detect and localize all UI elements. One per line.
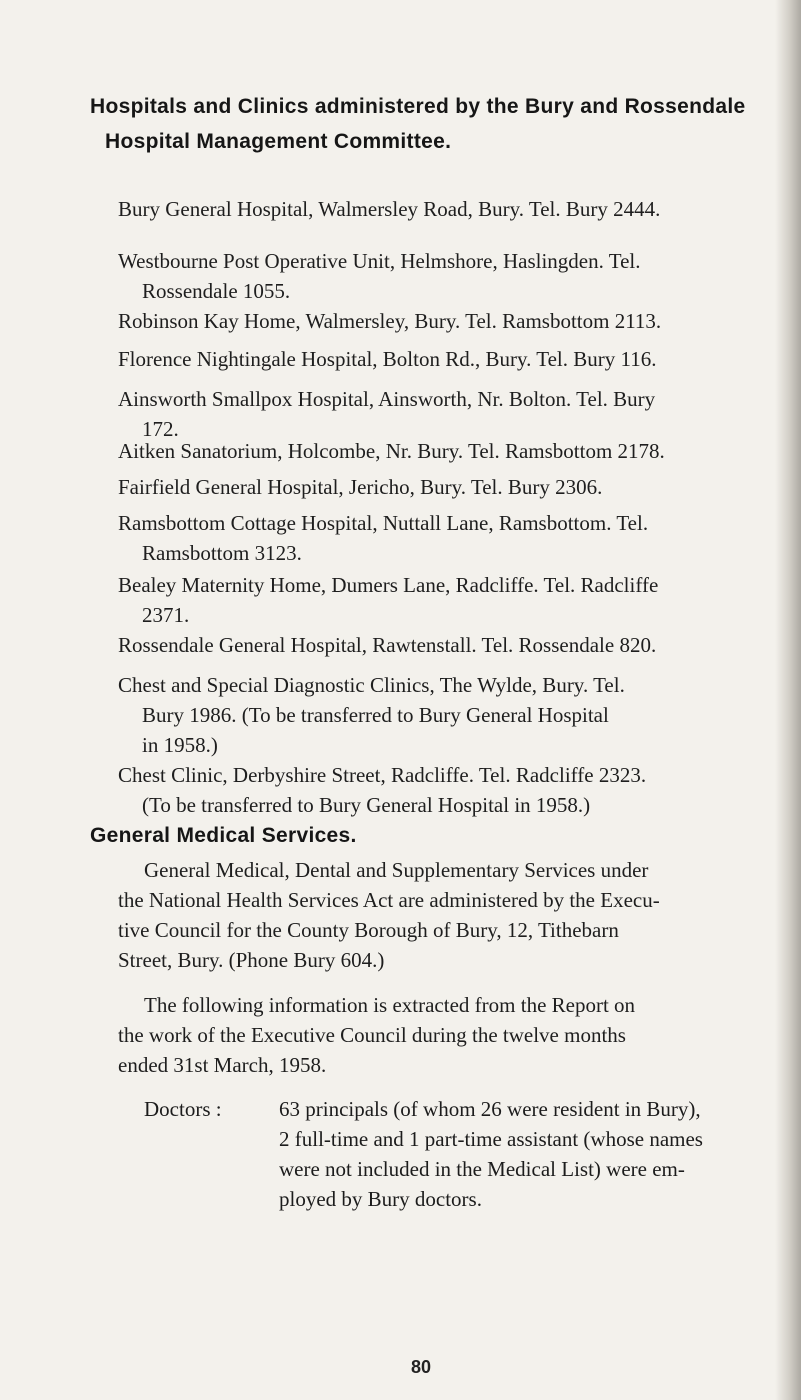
doctors-label: Doctors : bbox=[144, 1097, 222, 1121]
hospital-entry-line: Chest Clinic, Derbyshire Street, Radcliffe. Tel. Radcliffe 2323. bbox=[118, 763, 647, 787]
hospital-entry-line: Robinson Kay Home, Walmersley, Bury. Tel. Ramsbottom 2113. bbox=[118, 309, 662, 333]
hospital-entry bbox=[118, 670, 758, 760]
hospital-entry bbox=[118, 194, 758, 224]
text-line: the National Health Services Act are administered by the Execu- bbox=[118, 888, 660, 912]
hospital-entry-line: Bealey Maternity Home, Dumers Lane, Radcliffe. Tel. Radcliffe bbox=[118, 573, 659, 597]
hospital-entry bbox=[118, 630, 758, 660]
page-number: 80 bbox=[411, 1357, 432, 1377]
hospital-entry-line: Ainsworth Smallpox Hospital, Ainsworth, Nr. Bolton. Tel. Bury bbox=[118, 387, 656, 411]
hospital-entry-line: Ramsbottom 3123. bbox=[142, 541, 302, 565]
text-line: 63 principals (of whom 26 were resident in Bury), bbox=[279, 1097, 701, 1121]
hospital-entry-line: Westbourne Post Operative Unit, Helmshore, Haslingden. Tel. bbox=[118, 249, 641, 273]
hospital-entry bbox=[118, 306, 758, 336]
page-edge-shadow bbox=[775, 0, 801, 1400]
hospital-entry-line: Rossendale 1055. bbox=[142, 279, 291, 303]
text-line: the work of the Executive Council during the twelve months bbox=[118, 1023, 626, 1047]
section-title-general-medical-services: General Medical Services. bbox=[90, 824, 357, 847]
hospital-entry bbox=[118, 472, 758, 502]
hospital-entry-line: Chest and Special Diagnostic Clinics, The Wylde, Bury. Tel. bbox=[118, 673, 625, 697]
text-line: 2 full-time and 1 part-time assistant (whose names bbox=[279, 1127, 703, 1151]
text-line: tive Council for the County Borough of Bury, 12, Tithebarn bbox=[118, 918, 619, 942]
doctors-details bbox=[279, 1094, 749, 1214]
hospital-entry-line: Florence Nightingale Hospital, Bolton Rd., Bury. Tel. Bury 116. bbox=[118, 347, 657, 371]
title-line-1: Hospitals and Clinics administered by the Bury and Rossendale bbox=[90, 95, 746, 118]
hospital-entry bbox=[118, 436, 758, 466]
hospital-entry-line: Fairfield General Hospital, Jericho, Bury. Tel. Bury 2306. bbox=[118, 475, 603, 499]
paragraph-report bbox=[118, 990, 758, 1080]
text-line: General Medical, Dental and Supplementary Services under bbox=[144, 858, 649, 882]
hospital-entry-line: Aitken Sanatorium, Holcombe, Nr. Bury. Tel. Ramsbottom 2178. bbox=[118, 439, 665, 463]
hospital-entry-line: Bury General Hospital, Walmersley Road, Bury. Tel. Bury 2444. bbox=[118, 197, 661, 221]
text-line: ended 31st March, 1958. bbox=[118, 1053, 327, 1077]
text-line: Street, Bury. (Phone Bury 604.) bbox=[118, 948, 385, 972]
hospital-entry bbox=[118, 344, 758, 374]
text-line: were not included in the Medical List) were em- bbox=[279, 1157, 685, 1181]
hospital-entry-line: Ramsbottom Cottage Hospital, Nuttall Lane, Ramsbottom. Tel. bbox=[118, 511, 649, 535]
hospital-entry-line: Rossendale General Hospital, Rawtenstall. Tel. Rossendale 820. bbox=[118, 633, 657, 657]
hospital-entry bbox=[118, 384, 758, 444]
page-title bbox=[90, 89, 770, 159]
text-line: The following information is extracted from the Report on bbox=[144, 993, 636, 1017]
hospital-entry bbox=[118, 570, 758, 630]
text-line: ployed by Bury doctors. bbox=[279, 1187, 482, 1211]
hospital-entry bbox=[118, 508, 758, 568]
paragraph-services bbox=[118, 855, 758, 975]
hospital-entry-line: Bury 1986. (To be transferred to Bury General Hospital bbox=[142, 703, 609, 727]
hospital-entry bbox=[118, 246, 758, 306]
hospital-entry bbox=[118, 760, 758, 820]
title-line-2: Hospital Management Committee. bbox=[105, 130, 452, 153]
hospital-entry-line: 2371. bbox=[142, 603, 190, 627]
hospital-entry-line: in 1958.) bbox=[142, 733, 218, 757]
hospital-entry-line: (To be transferred to Bury General Hospital in 1958.) bbox=[142, 793, 591, 817]
hospital-entry-line: 172. bbox=[142, 417, 179, 441]
